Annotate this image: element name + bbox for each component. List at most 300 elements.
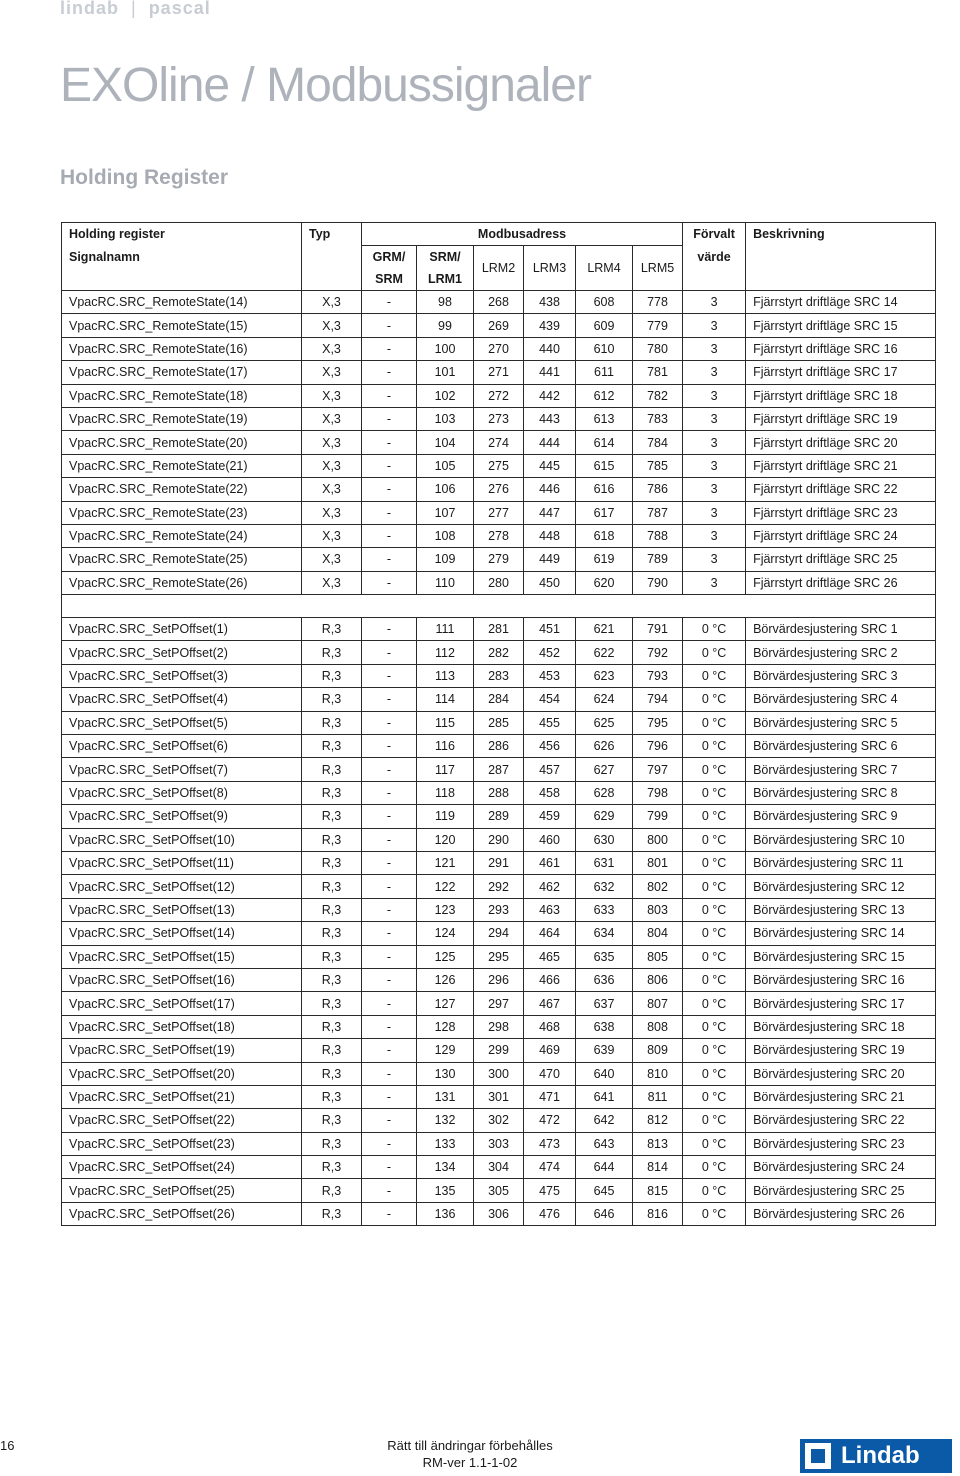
table-cell: 107 [417, 501, 474, 524]
table-cell: 301 [474, 1085, 524, 1108]
table-cell: 3 [683, 291, 746, 314]
footer-note [360, 1437, 580, 1471]
table-cell: 3 [683, 548, 746, 571]
table-cell: 280 [474, 571, 524, 594]
table-cell: 463 [524, 898, 576, 921]
table-cell: 643 [576, 1132, 633, 1155]
table-cell: 3 [683, 431, 746, 454]
table-cell: VpacRC.SRC_SetPOffset(25) [62, 1179, 302, 1202]
table-cell: 452 [524, 641, 576, 664]
table-cell: Börvärdesjustering SRC 18 [746, 1015, 936, 1038]
table-cell: 275 [474, 454, 524, 477]
holding-register-table [61, 222, 936, 1226]
table-cell: 781 [633, 361, 683, 384]
table-cell: 788 [633, 524, 683, 547]
table-cell: Börvärdesjustering SRC 16 [746, 968, 936, 991]
table-cell: 812 [633, 1109, 683, 1132]
table-row [62, 711, 936, 734]
table-cell: 123 [417, 898, 474, 921]
table-cell: X,3 [302, 478, 362, 501]
table-row [62, 407, 936, 430]
table-row [62, 337, 936, 360]
table-cell: 473 [524, 1132, 576, 1155]
table-cell: VpacRC.SRC_SetPOffset(11) [62, 851, 302, 874]
table-cell: - [362, 524, 417, 547]
table-cell: 302 [474, 1109, 524, 1132]
table-cell: - [362, 641, 417, 664]
table-cell: - [362, 758, 417, 781]
table-cell: 471 [524, 1085, 576, 1108]
table-cell: Börvärdesjustering SRC 23 [746, 1132, 936, 1155]
table-cell: 116 [417, 735, 474, 758]
table-cell: 0 °C [683, 875, 746, 898]
table-cell: 118 [417, 781, 474, 804]
brand-pascal: pascal [148, 0, 211, 18]
table-cell: Börvärdesjustering SRC 14 [746, 922, 936, 945]
table-cell: R,3 [302, 1179, 362, 1202]
table-cell: R,3 [302, 805, 362, 828]
table-cell: 640 [576, 1062, 633, 1085]
table-cell: 797 [633, 758, 683, 781]
table-cell: 294 [474, 922, 524, 945]
table-cell: 784 [633, 431, 683, 454]
table-cell: R,3 [302, 992, 362, 1015]
table-cell: 443 [524, 407, 576, 430]
table-cell: 635 [576, 945, 633, 968]
lindab-logo-text: Lindab [841, 1442, 920, 1469]
table-cell: 803 [633, 898, 683, 921]
table-cell: 790 [633, 571, 683, 594]
table-cell: 0 °C [683, 968, 746, 991]
table-cell: - [362, 384, 417, 407]
table-cell: R,3 [302, 1202, 362, 1225]
table-cell: 448 [524, 524, 576, 547]
table-cell: 636 [576, 968, 633, 991]
table-cell: - [362, 501, 417, 524]
table-cell: R,3 [302, 922, 362, 945]
table-cell: 102 [417, 384, 474, 407]
header-srm-2: SRM [362, 268, 417, 291]
table-row [62, 1062, 936, 1085]
table-cell: 0 °C [683, 805, 746, 828]
table-cell: VpacRC.SRC_SetPOffset(1) [62, 618, 302, 641]
table-cell: 0 °C [683, 1179, 746, 1202]
table-cell: VpacRC.SRC_SetPOffset(2) [62, 641, 302, 664]
table-row [62, 1132, 936, 1155]
table-cell: 279 [474, 548, 524, 571]
table-cell: 273 [474, 407, 524, 430]
table-cell: R,3 [302, 828, 362, 851]
table-cell: 630 [576, 828, 633, 851]
table-cell: 130 [417, 1062, 474, 1085]
table-cell: 299 [474, 1039, 524, 1062]
header-row-2 [62, 246, 936, 269]
table-cell: 610 [576, 337, 633, 360]
table-cell: 810 [633, 1062, 683, 1085]
table-row [62, 922, 936, 945]
table-cell: - [362, 664, 417, 687]
table-cell: 444 [524, 431, 576, 454]
table-cell: 629 [576, 805, 633, 828]
table-cell: 0 °C [683, 618, 746, 641]
table-cell: 3 [683, 478, 746, 501]
table-row [62, 548, 936, 571]
table-cell: Fjärrstyrt driftläge SRC 23 [746, 501, 936, 524]
table-cell: 794 [633, 688, 683, 711]
header-lrm1: LRM1 [417, 268, 474, 291]
table-cell: 3 [683, 524, 746, 547]
table-cell: 125 [417, 945, 474, 968]
table-cell: 646 [576, 1202, 633, 1225]
table-cell: - [362, 1015, 417, 1038]
header-srm: SRM/ [417, 246, 474, 269]
table-cell: 458 [524, 781, 576, 804]
table-cell: VpacRC.SRC_SetPOffset(15) [62, 945, 302, 968]
table-cell: 283 [474, 664, 524, 687]
table-cell: 120 [417, 828, 474, 851]
table-cell: 639 [576, 1039, 633, 1062]
table-cell: 122 [417, 875, 474, 898]
table-cell: 456 [524, 735, 576, 758]
table-cell: - [362, 314, 417, 337]
table-cell: VpacRC.SRC_RemoteState(20) [62, 431, 302, 454]
table-cell: VpacRC.SRC_SetPOffset(12) [62, 875, 302, 898]
table-cell: 3 [683, 384, 746, 407]
table-cell: 476 [524, 1202, 576, 1225]
table-cell: X,3 [302, 361, 362, 384]
table-cell: VpacRC.SRC_RemoteState(24) [62, 524, 302, 547]
table-cell: 620 [576, 571, 633, 594]
table-cell: 454 [524, 688, 576, 711]
table-cell: - [362, 805, 417, 828]
table-cell: - [362, 1085, 417, 1108]
table-row [62, 291, 936, 314]
table-cell: 0 °C [683, 711, 746, 734]
table-cell: 457 [524, 758, 576, 781]
table-cell: - [362, 454, 417, 477]
table-cell: Fjärrstyrt driftläge SRC 14 [746, 291, 936, 314]
table-cell: 613 [576, 407, 633, 430]
table-row [62, 501, 936, 524]
table-row [62, 1179, 936, 1202]
table-cell: Fjärrstyrt driftläge SRC 19 [746, 407, 936, 430]
table-cell: R,3 [302, 688, 362, 711]
table-cell: 104 [417, 431, 474, 454]
table-cell: 0 °C [683, 1132, 746, 1155]
table-cell: 101 [417, 361, 474, 384]
table-cell: 110 [417, 571, 474, 594]
table-cell: 633 [576, 898, 633, 921]
table-cell: Fjärrstyrt driftläge SRC 20 [746, 431, 936, 454]
header-lrm3: LRM3 [524, 246, 576, 291]
table-row [62, 618, 936, 641]
header-empty-3 [683, 268, 746, 291]
table-cell: 809 [633, 1039, 683, 1062]
table-row [62, 1039, 936, 1062]
table-cell: Börvärdesjustering SRC 15 [746, 945, 936, 968]
table-cell: 441 [524, 361, 576, 384]
table-cell: - [362, 1039, 417, 1062]
table-cell: VpacRC.SRC_SetPOffset(21) [62, 1085, 302, 1108]
header-signalnamn: Signalnamn [62, 246, 302, 269]
table-cell: 780 [633, 337, 683, 360]
table-cell: 621 [576, 618, 633, 641]
table-cell: 608 [576, 291, 633, 314]
table-cell: X,3 [302, 314, 362, 337]
table-cell: VpacRC.SRC_RemoteState(17) [62, 361, 302, 384]
table-cell: 0 °C [683, 1085, 746, 1108]
table-cell: 449 [524, 548, 576, 571]
table-cell: VpacRC.SRC_RemoteState(26) [62, 571, 302, 594]
table-cell: - [362, 735, 417, 758]
table-cell: 453 [524, 664, 576, 687]
table-cell: 455 [524, 711, 576, 734]
table-cell: 271 [474, 361, 524, 384]
table-cell: VpacRC.SRC_SetPOffset(19) [62, 1039, 302, 1062]
table-cell: 793 [633, 664, 683, 687]
page-title: EXOline / Modbussignaler [60, 59, 591, 112]
table-cell: R,3 [302, 898, 362, 921]
table-cell: 3 [683, 361, 746, 384]
table-row [62, 968, 936, 991]
table-row [62, 1156, 936, 1179]
table-cell: 459 [524, 805, 576, 828]
section-title: Holding Register [60, 166, 229, 189]
table-cell: 274 [474, 431, 524, 454]
brand-separator: | [131, 0, 137, 18]
table-cell: - [362, 407, 417, 430]
table-cell: 126 [417, 968, 474, 991]
table-cell: 611 [576, 361, 633, 384]
table-cell: Fjärrstyrt driftläge SRC 16 [746, 337, 936, 360]
table-cell: 645 [576, 1179, 633, 1202]
table-cell: - [362, 922, 417, 945]
table-cell: VpacRC.SRC_SetPOffset(4) [62, 688, 302, 711]
table-cell: - [362, 548, 417, 571]
table-cell: 470 [524, 1062, 576, 1085]
table-cell: VpacRC.SRC_SetPOffset(22) [62, 1109, 302, 1132]
table-cell: 460 [524, 828, 576, 851]
table-cell: 99 [417, 314, 474, 337]
table-cell: 300 [474, 1062, 524, 1085]
table-cell: VpacRC.SRC_SetPOffset(9) [62, 805, 302, 828]
table-cell: 290 [474, 828, 524, 851]
table-cell: Börvärdesjustering SRC 4 [746, 688, 936, 711]
table-cell: Börvärdesjustering SRC 7 [746, 758, 936, 781]
table-cell: 614 [576, 431, 633, 454]
table-cell: Fjärrstyrt driftläge SRC 24 [746, 524, 936, 547]
header-modbusadress: Modbusadress [362, 223, 683, 246]
table-cell: R,3 [302, 1015, 362, 1038]
table-cell: 807 [633, 992, 683, 1015]
table-cell: 0 °C [683, 688, 746, 711]
table-cell: 615 [576, 454, 633, 477]
table-cell: 438 [524, 291, 576, 314]
table-cell: 277 [474, 501, 524, 524]
brand-lindab: lindab [60, 0, 119, 18]
table-cell: - [362, 1132, 417, 1155]
table-row [62, 314, 936, 337]
table-cell: Börvärdesjustering SRC 21 [746, 1085, 936, 1108]
table-cell: VpacRC.SRC_RemoteState(25) [62, 548, 302, 571]
table-cell: - [362, 1202, 417, 1225]
table-cell: 131 [417, 1085, 474, 1108]
table-cell: VpacRC.SRC_RemoteState(14) [62, 291, 302, 314]
table-cell: 450 [524, 571, 576, 594]
table-cell: - [362, 1156, 417, 1179]
table-cell: 0 °C [683, 945, 746, 968]
table-cell: VpacRC.SRC_SetPOffset(26) [62, 1202, 302, 1225]
table-cell: 100 [417, 337, 474, 360]
table-cell: 811 [633, 1085, 683, 1108]
header-empty-4 [746, 268, 936, 291]
table-cell: VpacRC.SRC_SetPOffset(20) [62, 1062, 302, 1085]
table-cell: 462 [524, 875, 576, 898]
table-row [62, 664, 936, 687]
table-cell: Börvärdesjustering SRC 13 [746, 898, 936, 921]
table-row [62, 454, 936, 477]
brand-header [60, 0, 211, 19]
table-cell: 641 [576, 1085, 633, 1108]
table-cell: 135 [417, 1179, 474, 1202]
table-cell: 103 [417, 407, 474, 430]
table-cell: 808 [633, 1015, 683, 1038]
table-cell: 0 °C [683, 781, 746, 804]
table-cell: 3 [683, 501, 746, 524]
header-empty-1 [62, 268, 302, 291]
table-cell: Börvärdesjustering SRC 10 [746, 828, 936, 851]
table-cell: 446 [524, 478, 576, 501]
table-cell: 628 [576, 781, 633, 804]
table-cell: R,3 [302, 1109, 362, 1132]
table-cell: VpacRC.SRC_SetPOffset(8) [62, 781, 302, 804]
table-cell: 303 [474, 1132, 524, 1155]
table-cell: 625 [576, 711, 633, 734]
table-cell: R,3 [302, 1132, 362, 1155]
table-cell: 467 [524, 992, 576, 1015]
table-cell: Fjärrstyrt driftläge SRC 26 [746, 571, 936, 594]
table-cell: 0 °C [683, 898, 746, 921]
table-cell: 268 [474, 291, 524, 314]
table-cell: Börvärdesjustering SRC 24 [746, 1156, 936, 1179]
table-cell: 270 [474, 337, 524, 360]
table-cell: 121 [417, 851, 474, 874]
table-cell: 3 [683, 454, 746, 477]
table-cell: R,3 [302, 1156, 362, 1179]
table-cell: - [362, 828, 417, 851]
table-cell: VpacRC.SRC_SetPOffset(24) [62, 1156, 302, 1179]
table-cell: 465 [524, 945, 576, 968]
table-cell: Börvärdesjustering SRC 2 [746, 641, 936, 664]
table-cell: X,3 [302, 501, 362, 524]
table-row [62, 805, 936, 828]
table-cell: 815 [633, 1179, 683, 1202]
table-cell: 132 [417, 1109, 474, 1132]
header-beskrivning-cont [746, 246, 936, 269]
table-cell: 133 [417, 1132, 474, 1155]
header-lrm5: LRM5 [633, 246, 683, 291]
table-cell: 813 [633, 1132, 683, 1155]
table-cell: X,3 [302, 291, 362, 314]
table-row [62, 898, 936, 921]
table-cell: 787 [633, 501, 683, 524]
table-cell: 0 °C [683, 1015, 746, 1038]
table-cell: 796 [633, 735, 683, 758]
table-cell: 791 [633, 618, 683, 641]
table-cell: Fjärrstyrt driftläge SRC 25 [746, 548, 936, 571]
table-cell: X,3 [302, 431, 362, 454]
table-cell: R,3 [302, 781, 362, 804]
table-cell: 634 [576, 922, 633, 945]
header-typ: Typ [302, 223, 362, 246]
table-cell: 0 °C [683, 735, 746, 758]
table-cell: X,3 [302, 524, 362, 547]
table-cell: 612 [576, 384, 633, 407]
page-number: 16 [0, 1438, 15, 1453]
table-cell: Fjärrstyrt driftläge SRC 22 [746, 478, 936, 501]
table-row [62, 945, 936, 968]
table-row [62, 1015, 936, 1038]
header-empty-2 [302, 268, 362, 291]
table-cell: 0 °C [683, 922, 746, 945]
table-cell: X,3 [302, 407, 362, 430]
table-cell: 119 [417, 805, 474, 828]
table-cell: 440 [524, 337, 576, 360]
header-holding-register: Holding register [62, 223, 302, 246]
table-cell: Börvärdesjustering SRC 8 [746, 781, 936, 804]
table-row [62, 828, 936, 851]
table-cell: 464 [524, 922, 576, 945]
table-cell: 117 [417, 758, 474, 781]
table-cell: 272 [474, 384, 524, 407]
table-cell: - [362, 992, 417, 1015]
table-cell: - [362, 1109, 417, 1132]
header-row-1 [62, 223, 936, 246]
table-cell: 795 [633, 711, 683, 734]
table-cell: VpacRC.SRC_SetPOffset(17) [62, 992, 302, 1015]
table-cell: VpacRC.SRC_SetPOffset(18) [62, 1015, 302, 1038]
table-cell: 792 [633, 641, 683, 664]
table-cell: VpacRC.SRC_SetPOffset(13) [62, 898, 302, 921]
table-cell: R,3 [302, 641, 362, 664]
table-cell: - [362, 898, 417, 921]
table-row [62, 524, 936, 547]
header-grm: GRM/ [362, 246, 417, 269]
table-cell: 789 [633, 548, 683, 571]
table-cell: R,3 [302, 945, 362, 968]
table-cell: 114 [417, 688, 474, 711]
table-cell: VpacRC.SRC_RemoteState(22) [62, 478, 302, 501]
table-cell: R,3 [302, 1062, 362, 1085]
table-cell: Börvärdesjustering SRC 11 [746, 851, 936, 874]
table-cell: 782 [633, 384, 683, 407]
table-cell: Börvärdesjustering SRC 3 [746, 664, 936, 687]
table-cell: 617 [576, 501, 633, 524]
spacer-cell [62, 595, 936, 618]
table-cell: - [362, 875, 417, 898]
table-cell: 472 [524, 1109, 576, 1132]
table-cell: 814 [633, 1156, 683, 1179]
table-cell: Börvärdesjustering SRC 6 [746, 735, 936, 758]
table-cell: VpacRC.SRC_SetPOffset(10) [62, 828, 302, 851]
table-cell: X,3 [302, 337, 362, 360]
table-cell: 609 [576, 314, 633, 337]
table-cell: 109 [417, 548, 474, 571]
table-cell: 785 [633, 454, 683, 477]
table-row [62, 361, 936, 384]
table-cell: 0 °C [683, 664, 746, 687]
table-cell: 447 [524, 501, 576, 524]
